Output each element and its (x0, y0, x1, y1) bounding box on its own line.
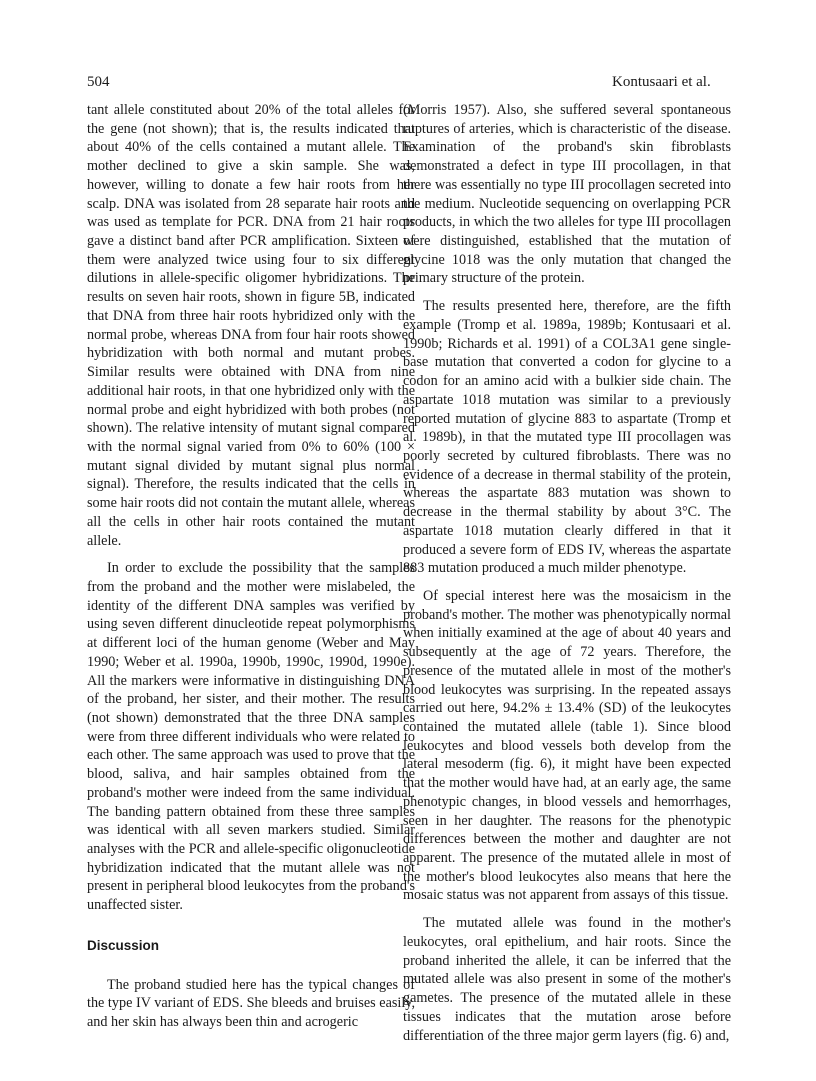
body-paragraph: (Morris 1957). Also, she suffered several spontaneous ruptures of arteries, which is characteristic of the disease. Examination of the proband's skin fibroblasts demonstrated a defect in type III procollagen, in that there was essentially no type III procollagen secreted into the medium. Nucleotide sequencing on overlapping PCR products, in which the two alleles for type III procollagen were distinguished, established that the mutation of glycine 1018 was the only mutation that changed the primary structure of the protein. (403, 102, 731, 287)
body-paragraph: tant allele constituted about 20% of the total alleles for the gene (not shown); that is, the results indicated that about 40% of the cells contained a mutant allele. The mother declined to give a skin sample. She was, however, willing to donate a few hair roots from her scalp. DNA was isolated from 28 separate hair roots and was used as template for PCR. DNA from 21 hair roots gave a distinct band after PCR amplification. Sixteen of them were analyzed twice using four to six different dilutions in allele-specific oligomer hybridizations. The results on seven hair roots, shown in figure 5B, indicated that DNA from three hair roots hybridized only with the normal probe, whereas DNA from four hair roots showed hybridization with both normal and mutant probes. Similar results were obtained with DNA from nine additional hair roots, in that one hybridized only with the normal probe and eight hybridized with both probes (not shown). The relative intensity of mutant signal compared with the normal signal varied from 0% to 60% (100 × mutant signal divided by mutant signal plus normal signal). Therefore, the results indicated that the cells in some hair roots did not contain the mutant allele, whereas all the cells in other hair roots contained the mutant allele. (87, 102, 415, 549)
running-head: Kontusaari et al. (612, 74, 711, 90)
page-number: 504 (87, 74, 110, 90)
body-paragraph: Of special interest here was the mosaicism in the proband's mother. The mother was phenotypically normal when initially examined at the age of about 40 years and subsequently at the age of 72 years. Therefore, the presence of the mutated allele in most of the mother's blood leukocytes was surprising. In the repeated assays carried out here, 94.2% ± 13.4% (SD) of the leukocytes contained the mutated allele (table 1). Since blood leukocytes and blood vessels both develop from the lateral mesoderm (fig. 6), it might have been expected that the mother would have had, at an early age, the same phenotypic changes, in blood vessels and hemorrhages, seen in her daughter. The reasons for the phenotypic differences between the mother and daughter are not apparent. The presence of the mutated allele in most of the mother's blood leukocytes also means that here the mosaic status was not apparent from assays of this tissue. (403, 587, 731, 904)
right-column (403, 101, 731, 1045)
left-column (87, 101, 415, 1032)
body-paragraph: The results presented here, therefore, are the fifth example (Tromp et al. 1989a, 1989b; Kontusaari et al. 1990b; Richards et al. 1991) of a COL3A1 gene single-base mutation that converted a codon for glycine to a codon for an amino acid with a bulkier side chain. The aspartate 1018 mutation was similar to a previously reported mutation of glycine 883 to aspartate (Tromp et al. 1989b), in that the mutated type III procollagen was poorly secreted by cultured fibroblasts. There was no evidence of a decrease in thermal stability of the protein, whereas the aspartate 883 mutation was shown to decrease in the thermal stability by about 3°C. The aspartate 1018 mutation clearly differed in that it produced a severe form of EDS IV, whereas the aspartate 883 mutation produced a much milder phenotype. (403, 298, 731, 577)
body-paragraph: In order to exclude the possibility that the samples from the proband and the mother were mislabeled, the identity of the different DNA samples was verified by using seven different dinucleotide repeat polymorphisms at different loci of the human genome (Weber and May 1990; Weber et al. 1990a, 1990b, 1990c, 1990d, 1990e). All the markers were informative in distinguishing DNA of the proband, her sister, and their mother. The results (not shown) demonstrated that the three DNA samples were from three different individuals who were related to each other. The same approach was used to prove that the blood, saliva, and hair samples obtained from the proband's mother were indeed from the same individual. The banding pattern obtained from these three samples was identical with all seven markers studied. Similar analyses with the PCR and allele-specific oligonucleotide hybridization indicated that the mutant allele was not present in peripheral blood leukocytes from the proband's unaffected sister. (87, 560, 415, 914)
body-paragraph: The proband studied here has the typical changes of the type IV variant of EDS. She bleeds and bruises easily, and her skin has always been thin and acrogeric (87, 976, 415, 1031)
section-heading: Discussion (87, 937, 160, 953)
body-paragraph: The mutated allele was found in the mother's leukocytes, oral epithelium, and hair roots. Since the proband inherited the allele, it can be inferred that the mutated allele was also present in some of the mother's gametes. The presence of the mutated allele in these tissues indicates that the mutation arose before differentiation of the three major germ layers (fig. 6) and, (403, 915, 731, 1044)
